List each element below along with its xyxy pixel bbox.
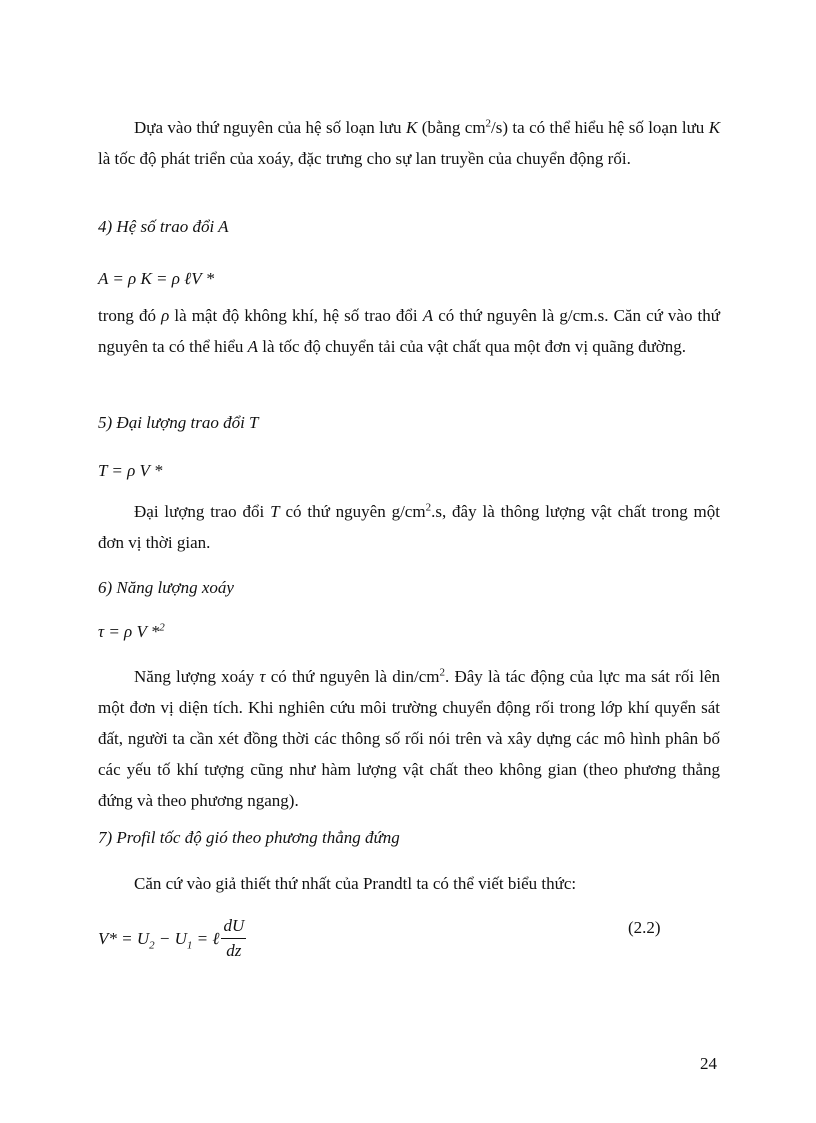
superscript: 2 [485, 117, 492, 130]
paragraph-flux [98, 496, 720, 558]
text: có thứ nguyên g/cm [285, 502, 426, 521]
paragraph-eddy-energy [98, 661, 720, 816]
formula: τ = ρ V * [98, 622, 160, 641]
equation-label: (2.2) [628, 918, 661, 937]
formula: A = ρ K = ρ ℓV * [98, 269, 215, 288]
text: /s) ta có thể hiểu hệ số loạn lưu [491, 118, 705, 137]
page-number: 24 [700, 1054, 717, 1073]
text: .s, đây là thông lượng vật chất trong một đơn vị thời gian. [98, 502, 721, 552]
symbol-A: A [422, 306, 434, 325]
text: Đại lượng trao đổi [134, 502, 265, 521]
text: có thứ nguyên là g/cm.s. Căn cứ vào thứ nguyên ta có thể hiểu [98, 306, 720, 356]
symbol-T: T [270, 502, 280, 521]
text: . Đây là tác động của lực ma sát rối lên một đơn vị diện tích. Khi nghiên cứu môi trường chuyển động rối trong lớp khí quyển sát đất, người ta cần xét đồng thời các thông số rối nói trên và xây dựng các mô hình phân bố các yếu tố khí tượng cũng như hàm lượng vật chất theo không gian (theo phương thẳng đứng và theo phương ngang). [98, 667, 721, 810]
text: Căn cứ vào giả thiết thứ nhất của Prandtl ta có thể viết biểu thức: [134, 874, 577, 893]
subscript: 1 [186, 939, 193, 952]
heading-exchange-quantity [98, 407, 720, 438]
text: là tốc độ phát triển của xoáy, đặc trưng cho sự lan truyền của chuyển động rối. [98, 149, 631, 168]
paragraph-density [98, 300, 720, 362]
heading-exchange-coefficient [98, 211, 720, 242]
text: có thứ nguyên là din/cm [270, 667, 440, 686]
text: là mật độ không khí, hệ số trao đổi [174, 306, 418, 325]
eq-eq: = ℓ [192, 929, 220, 948]
superscript: 2 [159, 621, 165, 634]
section-heading: 4) Hệ số trao đổi A [98, 217, 229, 236]
superscript: 2 [425, 501, 432, 514]
subscript: 2 [149, 939, 155, 952]
text: trong đó [98, 306, 156, 325]
text: Năng lượng xoáy [134, 667, 255, 686]
symbol-tau: τ [259, 667, 266, 686]
fraction-denominator: dz [226, 941, 242, 960]
symbol-A: A [247, 337, 259, 356]
section-heading: 7) Profil tốc độ gió theo phương thẳng đứng [98, 828, 400, 847]
heading-eddy-energy [98, 572, 720, 603]
fraction-numerator: dU [221, 914, 246, 939]
text: Dựa vào thứ nguyên của hệ số loạn lưu [134, 118, 402, 137]
paragraph-turbulence-coefficient [98, 112, 720, 174]
section-heading: 6) Năng lượng xoáy [98, 578, 234, 597]
eq-mid: − U [154, 929, 187, 948]
equation-2-2 [98, 914, 720, 963]
symbol-rho: ρ [161, 306, 170, 325]
formula: T = ρ V * [98, 461, 163, 480]
heading-wind-profile [98, 822, 720, 853]
fraction-dU-dz [221, 914, 246, 963]
symbol-K: K [708, 118, 721, 137]
superscript: 2 [439, 666, 446, 679]
formula-A [98, 263, 720, 294]
text: là tốc độ chuyển tải của vật chất qua một đơn vị quãng đường. [262, 337, 687, 356]
paragraph-prandtl [98, 868, 720, 899]
symbol-K: K [405, 118, 418, 137]
eq-lhs: V* = U [98, 929, 150, 948]
formula-tau [98, 616, 720, 647]
formula-T [98, 455, 720, 486]
text: (bằng cm [421, 118, 486, 137]
section-heading: 5) Đại lượng trao đổi T [98, 413, 259, 432]
